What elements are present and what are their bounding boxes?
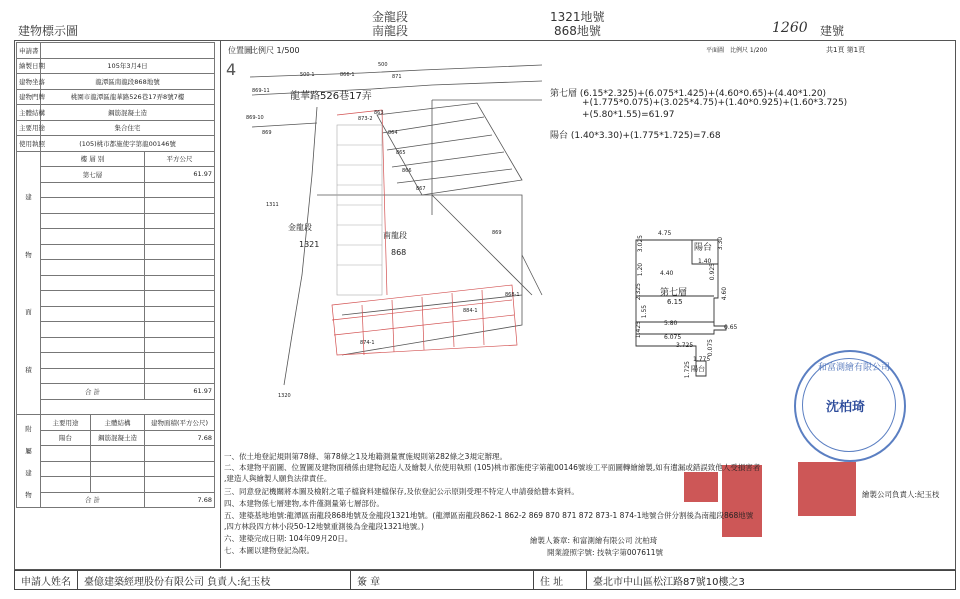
parcel-b-section: 南龍段	[383, 231, 407, 240]
use: 集合住宅	[41, 120, 215, 136]
building-info-table	[16, 42, 215, 508]
dim-label: 4.75	[658, 230, 672, 237]
section-1: 金龍段	[372, 10, 409, 24]
dim-label: 0.65	[724, 324, 738, 331]
section-2: 南龍段	[372, 24, 409, 38]
dim-label: 3.30	[717, 236, 725, 251]
map-label: 863	[374, 110, 384, 116]
note-line: ,建造人與繪製人願負法律責任。	[224, 474, 332, 483]
road-name: 龍華路526巷17弄	[290, 91, 372, 102]
annex-total: 7.68	[145, 492, 215, 508]
pos-label: 位置圖	[228, 46, 252, 55]
dim-label: 5.80	[664, 320, 678, 327]
seal-ring-text: 和富測繪有限公司	[818, 363, 891, 373]
map-label: 866	[402, 168, 412, 174]
red-stamp-icon	[722, 465, 762, 537]
area-col-label: 平方公尺	[145, 151, 215, 167]
door-no: 桃園市龍潭區龍華路526巷17弄8號7樓	[41, 89, 215, 105]
address: 臺北市中山區松江路87號10樓之3	[593, 576, 745, 588]
seal-label: 簽 章	[357, 576, 381, 588]
plan-floor-name: 第七層	[660, 288, 688, 298]
annex-use-label: 主要用途	[41, 415, 91, 431]
map-label: 884-1	[463, 308, 478, 314]
formula-floor-3: +(5.80*1.55)=61.97	[582, 110, 675, 120]
dim-label: 1.775	[693, 356, 711, 363]
seal-name: 沈柏琦	[826, 400, 866, 415]
plan-floor-width: 6.15	[667, 298, 683, 306]
survey-date: 105年3月4日	[41, 58, 215, 74]
dim-label: 0.075	[707, 339, 714, 357]
parcel-a-no: 1321	[299, 240, 320, 249]
company-seal-icon	[794, 350, 906, 462]
dim-label: 6.075	[664, 334, 682, 341]
building-no-handwritten: 1260	[772, 20, 808, 36]
note-line: 四、本建物係七層建物,本件僅測量第七層部份。	[224, 499, 384, 508]
annex-struct: 鋼筋混凝土造	[91, 430, 145, 446]
formula-balcony: 陽台 (1.40*3.30)+(1.775*1.725)=7.68	[550, 131, 721, 141]
annex-struct-label: 主體結構	[91, 415, 145, 431]
note-line: 七、本圖以建物登記為限。	[224, 546, 314, 555]
dim-label: 2.325	[635, 283, 642, 301]
note-line: 一、依土地登記規則第78條、第78條之1及地籍測量實施規則第282條之3規定辦理。	[224, 452, 507, 461]
footer-bar	[14, 570, 956, 590]
map-label: 871	[392, 74, 402, 80]
note-line: 三、同意登記機關將本圖及檢附之電子檔資料建檔保存,及依登記公示原則受理不特定人申請發給謄本資料。	[224, 487, 579, 496]
formula-floor: 第七層 (6.15*2.325)+(6.075*1.425)+(4.60*0.65)+(4.40*1.20)	[550, 89, 827, 99]
dim-label: 1.725	[684, 361, 691, 379]
red-stamp-icon	[684, 472, 718, 502]
note-line: 五、建築基地地號:龍潭區南龍段868地號及金龍段1321地號。(龍潭區南龍段862-1 862-2 869 870 871 872 873-1 874-1地號合併分割後為南龍段868地號	[224, 511, 754, 520]
floor-name: 第七層	[41, 167, 145, 183]
address-label: 住 址	[540, 576, 564, 588]
map-label: 1311	[266, 202, 279, 208]
red-stamp-icon	[798, 462, 856, 516]
drafter-signature: 繪製人簽章: 和富測繪有限公司 沈柏琦	[530, 536, 658, 545]
dim-label: 3.725	[676, 342, 694, 349]
formula-floor-2: +(1.775*0.075)+(3.025*4.75)+(1.40*0.925)+(1.60*3.725)	[582, 98, 848, 108]
dim-label: 3.025	[637, 235, 644, 253]
dim-label: 1.425	[635, 321, 642, 339]
map-label: 500-1	[300, 72, 315, 78]
dim-label: 4.60	[721, 286, 729, 301]
map-label: 869	[262, 130, 272, 136]
plan-scale: 比例尺 1/200	[730, 47, 768, 54]
plan-label: 平面圖	[706, 47, 725, 54]
map-label: 868-1	[505, 292, 520, 298]
dim-label: 1.55	[641, 304, 649, 319]
pos-scale: 比例尺 1/500	[250, 46, 300, 55]
map-label: 1320	[278, 393, 291, 399]
dim-label: 1.20	[637, 262, 645, 277]
annex-total-label: 合 計	[41, 492, 145, 508]
map-label: 500	[378, 62, 388, 68]
note-line: 二、本建物平面圖、位置圖及建物面積係由建物起造人及繪製人依使用執照 (105)桃市都施使字第龍00146號竣工平面圖轉繪繪製,如有遺漏或錯誤致他人受損害者	[224, 463, 761, 472]
license: (105)桃市都施使字第龍00146號	[41, 136, 215, 152]
plan-balcony-bottom: 陽台	[691, 365, 705, 373]
parcel-b-no: 868	[391, 248, 407, 257]
page-count: 共1頁 第1頁	[826, 46, 866, 54]
annex-vertical: 附 屬 建 物	[17, 415, 41, 508]
plan-balcony-top: 陽台	[694, 243, 713, 253]
location: 龍潭區南龍段868地號	[41, 74, 215, 90]
map-label: 869-10	[246, 115, 264, 121]
structure-label: 主體結構	[17, 105, 41, 121]
applicant-name: 臺億建築經理股份有限公司 負責人:紀玉枝	[84, 576, 271, 588]
survey-date-label: 繪製日期	[17, 58, 41, 74]
page-title: 建物標示圖	[18, 24, 79, 38]
building-no-label: 建號	[820, 24, 845, 38]
subtotal-label: 合 計	[41, 384, 145, 400]
use-label: 主要用途	[17, 120, 41, 136]
map-label: 865	[396, 150, 406, 156]
map-label: 873-2	[358, 116, 373, 122]
map-label: 869-11	[252, 88, 270, 94]
parcel-a-section: 金龍段	[288, 223, 312, 232]
structure: 鋼筋混凝土造	[41, 105, 215, 121]
company-responsible: 繪製公司負責人:紀玉枝	[862, 490, 940, 499]
map-label: 874-1	[360, 340, 375, 346]
annex-area-label: 建物面積(平方公尺)	[145, 415, 215, 431]
map-label: 864	[388, 130, 398, 136]
map-label: 867	[416, 186, 426, 192]
floor-col-label: 樓 層 別	[41, 151, 145, 167]
applicant-name-label: 申請人姓名	[21, 576, 71, 588]
map-label: 866-1	[340, 72, 355, 78]
dim-label: 0.925	[709, 263, 716, 281]
door-no-label: 建物門牌	[17, 89, 41, 105]
license-label: 使用執照	[17, 136, 41, 152]
land-no-1: 1321地號	[550, 10, 605, 24]
main-area-vertical: 建 物 面 積	[17, 151, 41, 415]
location-label: 建物坐落	[17, 74, 41, 90]
dim-label: 1.40	[698, 258, 712, 265]
floor-area: 61.97	[145, 167, 215, 183]
annex-area: 7.68	[145, 430, 215, 446]
map-label: 869	[492, 230, 502, 236]
note-line: 六、建築完成日期: 104年09月20日。	[224, 534, 353, 543]
north-arrow-icon: 4	[226, 60, 237, 79]
land-no-2: 868地號	[554, 24, 601, 38]
subtotal: 61.97	[145, 384, 215, 400]
applicant-label: 申請書	[17, 43, 41, 59]
dim-label: 4.40	[660, 270, 674, 277]
drafter-license: 開業證照字號: 技執字第007611號	[547, 548, 664, 557]
note-line: ,四方林段四方林小段50-12地號重測後為金龍段1321地號。)	[224, 522, 424, 531]
annex-use: 陽台	[41, 430, 91, 446]
